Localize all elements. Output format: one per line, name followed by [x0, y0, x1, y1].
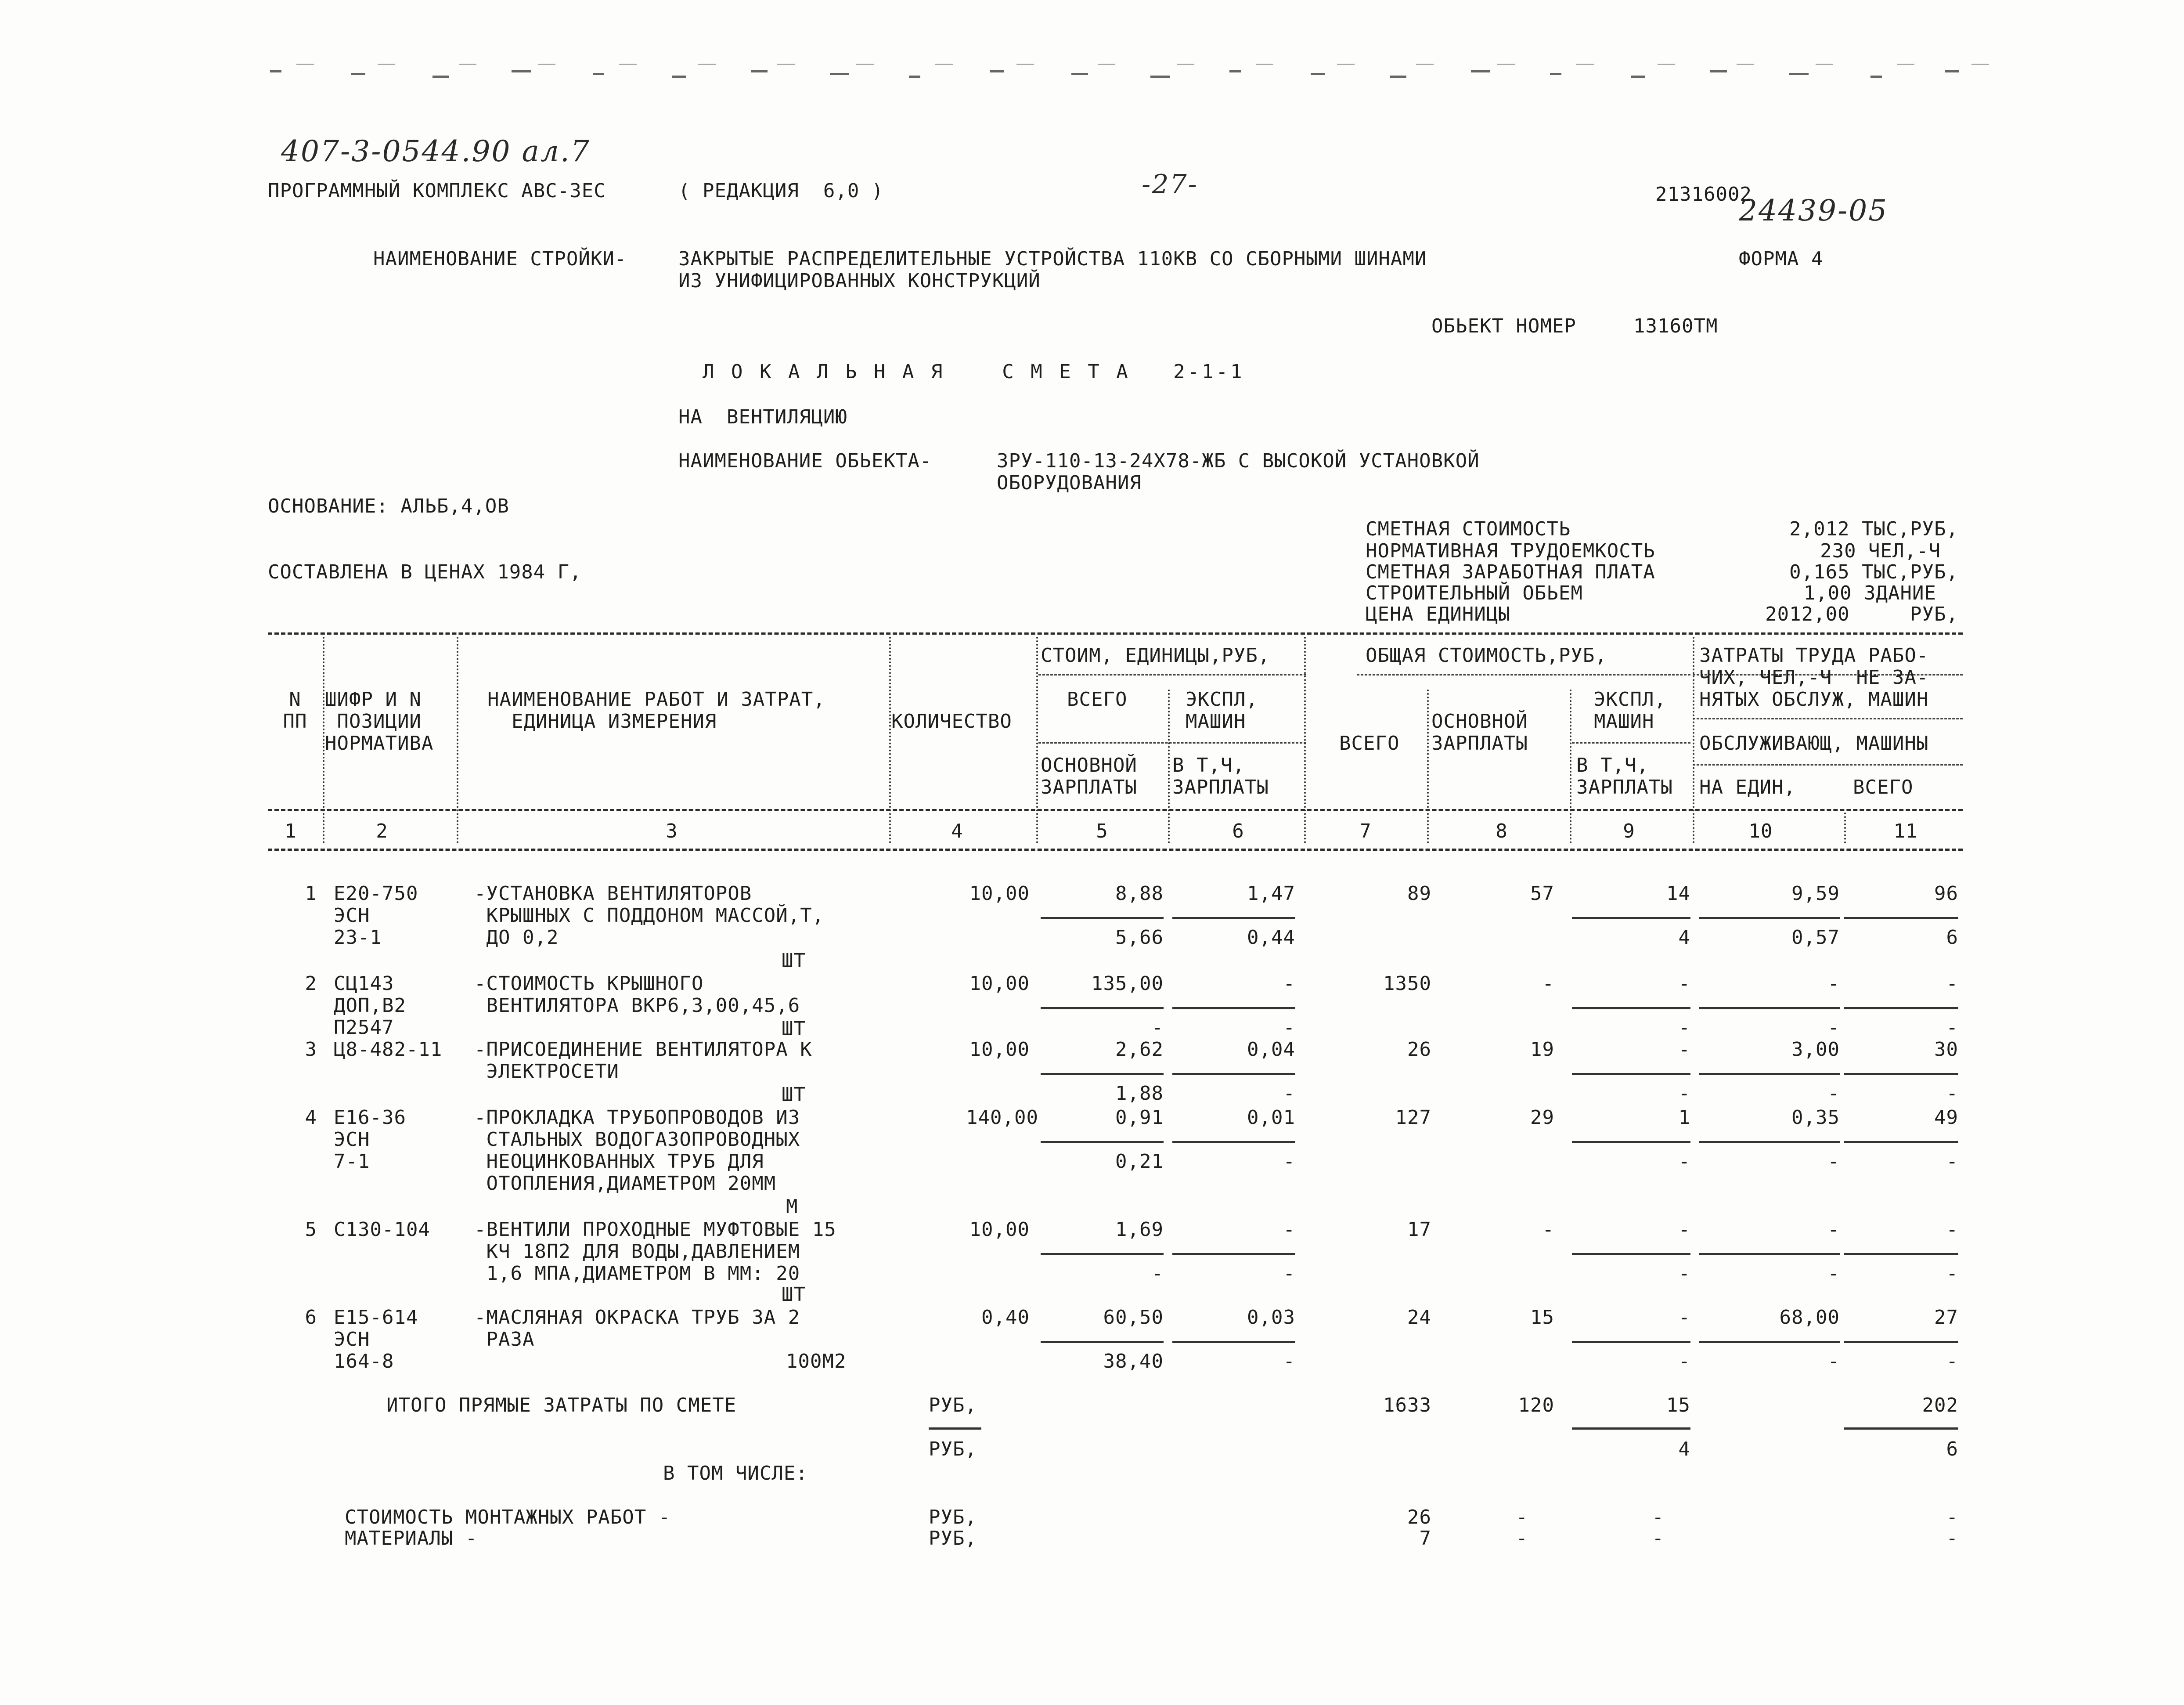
- row-total-all: 17: [1407, 1218, 1431, 1241]
- cell-divider: [1172, 1007, 1295, 1009]
- row-unit-wages: -: [1151, 1016, 1164, 1039]
- col-header-total-all: ВСЕГО: [1339, 732, 1400, 755]
- cell-divider: [1699, 1073, 1840, 1075]
- row-name: -ПРОКЛАДКА ТРУБОПРОВОДОВ ИЗ СТАЛЬНЫХ ВОДОГАЗОПРОВОДНЫХ НЕОЦИНКОВАННЫХ ТРУБ ДЛЯ ОТОПЛЕНИЯ,ДИАМЕТРОМ 20ММ: [474, 1106, 800, 1195]
- row-quantity: 140,00: [966, 1106, 1038, 1129]
- col-header-labor-total: ВСЕГО: [1853, 776, 1914, 798]
- row-number: 2: [305, 972, 317, 995]
- direct-total-wages: 120: [1518, 1394, 1554, 1416]
- row-total-machine-wages: -: [1678, 1262, 1690, 1285]
- col-number: 4: [951, 820, 963, 842]
- row-unit-machines: 0,01: [1247, 1106, 1295, 1129]
- cell-divider: [1844, 917, 1958, 919]
- currency: РУБ,: [929, 1438, 977, 1460]
- materials-labor: -: [1946, 1527, 1958, 1550]
- row-total-machines: 1: [1678, 1106, 1690, 1129]
- col-header-total-cost: ОБЩАЯ СТОИМОСТЬ,РУБ,: [1366, 644, 1607, 667]
- row-unit-machines: -: [1283, 972, 1295, 995]
- row-labor-total-machines: -: [1946, 1016, 1958, 1039]
- row-code: Ц8-482-11: [334, 1038, 443, 1061]
- direct-total-labor-machines: 6: [1946, 1438, 1958, 1460]
- materials-machines: -: [1652, 1527, 1664, 1550]
- installation-total: 26: [1407, 1506, 1431, 1528]
- row-unit-wages: 38,40: [1103, 1350, 1164, 1373]
- row-name: -ПРИСОЕДИНЕНИЕ ВЕНТИЛЯТОРА К ЭЛЕКТРОСЕТИ: [474, 1038, 812, 1083]
- cell-divider: [1844, 1253, 1958, 1255]
- cell-divider: [1699, 1253, 1840, 1255]
- row-total-wages: -: [1542, 1218, 1554, 1241]
- row-unit-machine-wages: -: [1283, 1082, 1295, 1105]
- row-labor-unit-machines: -: [1827, 1082, 1840, 1105]
- col-header-labor-machines: ОБСЛУЖИВАЮЩ, МАШИНЫ: [1699, 732, 1929, 755]
- cell-divider: [1572, 917, 1690, 919]
- col-header-labor: ЗАТРАТЫ ТРУДА РАБО- ЧИХ, ЧЕЛ,-Ч НЕ ЗА- НЯТЫХ ОБСЛУЖ, МАШИН: [1699, 644, 1929, 711]
- row-name: -МАСЛЯНАЯ ОКРАСКА ТРУБ ЗА 2 РАЗА: [474, 1306, 800, 1351]
- row-labor-unit-machines: 0,57: [1791, 926, 1840, 949]
- row-unit: М: [786, 1196, 798, 1218]
- col-header-quantity: КОЛИЧЕСТВО: [891, 710, 1012, 733]
- row-total-wages: 19: [1530, 1038, 1554, 1061]
- row-name: -СТОИМОСТЬ КРЫШНОГО ВЕНТИЛЯТОРА ВКР6,3,00,45,6: [474, 972, 800, 1017]
- edition: ( РЕДАКЦИЯ 6,0 ): [678, 180, 884, 202]
- row-number: 3: [305, 1038, 317, 1061]
- row-total-machine-wages: -: [1678, 1150, 1690, 1173]
- object-name-line1: ЗРУ-110-13-24Х78-ЖБ С ВЫСОКОЙ УСТАНОВКОЙ: [997, 450, 1480, 472]
- form-number: ФОРМА 4: [1739, 248, 1824, 270]
- row-name: -УСТАНОВКА ВЕНТИЛЯТОРОВ КРЫШНЫХ С ПОДДОНОМ МАССОЙ,Т, ДО 0,2: [474, 882, 825, 949]
- cell-divider: [1699, 1341, 1840, 1343]
- direct-total-labor: 202: [1922, 1394, 1958, 1416]
- col-header-labor-unit: НА ЕДИН,: [1699, 776, 1796, 798]
- row-unit-machine-wages: -: [1283, 1016, 1295, 1039]
- direct-costs-label: ИТОГО ПРЯМЫЕ ЗАТРАТЫ ПО СМЕТЕ: [386, 1394, 737, 1416]
- row-total-machine-wages: -: [1678, 1082, 1690, 1105]
- col-header-name: НАИМЕНОВАНИЕ РАБОТ И ЗАТРАТ, ЕДИНИЦА ИЗМЕРЕНИЯ: [487, 688, 825, 733]
- object-number-value: 13160ТМ: [1633, 315, 1718, 337]
- basis: ОСНОВАНИЕ: АЛЬБ,4,ОВ: [268, 495, 509, 517]
- row-total-machine-wages: -: [1678, 1016, 1690, 1039]
- col-header-unit-total: ВСЕГО: [1067, 688, 1128, 711]
- row-unit: 100М2: [786, 1350, 847, 1373]
- row-labor-total-machines: -: [1946, 1082, 1958, 1105]
- installation-machines: -: [1652, 1506, 1664, 1528]
- installation-wages: -: [1516, 1506, 1528, 1528]
- table-number-rule: [268, 849, 1963, 851]
- row-code: СЦ143 ДОП,В2 П2547: [334, 972, 406, 1039]
- row-labor-unit-machines: -: [1827, 1150, 1840, 1173]
- cell-divider: [1172, 1141, 1295, 1143]
- summary-label: СМЕТНАЯ СТОИМОСТЬ: [1366, 518, 1571, 540]
- construction-label: НАИМЕНОВАНИЕ СТРОЙКИ-: [373, 248, 627, 270]
- summary-value: 2,012 ТЫС,РУБ,: [1789, 518, 1958, 540]
- row-total-all: 26: [1407, 1038, 1431, 1061]
- handwritten-doc-ref: 407-3-0544.90 ал.7: [281, 134, 591, 168]
- col-header-number: N ПП: [283, 688, 307, 733]
- row-labor-total-machines: -: [1946, 1262, 1958, 1285]
- col-number: 9: [1623, 820, 1635, 842]
- row-labor-total: 49: [1934, 1106, 1958, 1129]
- row-unit-machines: 0,03: [1247, 1306, 1295, 1329]
- col-number: 10: [1748, 820, 1773, 842]
- row-code: Е16-36 ЭСН 7-1: [334, 1106, 406, 1173]
- col-header-total-machine-wages: В Т,Ч, ЗАРПЛАТЫ: [1576, 754, 1673, 798]
- summary-value: 0,165 ТЫС,РУБ,: [1789, 561, 1958, 583]
- row-total-wages: 15: [1530, 1306, 1554, 1329]
- col-header-total-wages: ОСНОВНОЙ ЗАРПЛАТЫ: [1431, 710, 1528, 755]
- cell-divider: [1844, 1341, 1958, 1343]
- direct-total-machines: 15: [1666, 1394, 1690, 1416]
- object-number-label: ОБЬЕКТ НОМЕР: [1431, 315, 1576, 337]
- cell-divider: [1572, 1341, 1690, 1343]
- col-number: 8: [1496, 820, 1508, 842]
- row-unit: ШТ: [782, 1283, 806, 1306]
- row-total-wages: 57: [1530, 882, 1554, 905]
- col-header-unit-machine-wages: В Т,Ч, ЗАРПЛАТЫ: [1172, 754, 1269, 798]
- row-quantity: 10,00: [969, 972, 1030, 995]
- row-number: 6: [305, 1306, 317, 1329]
- cell-divider: [1172, 1073, 1295, 1075]
- object-name-label: НАИМЕНОВАНИЕ ОБЬЕКТА-: [678, 450, 932, 472]
- cell-divider: [1572, 1073, 1690, 1075]
- row-total-all: 1350: [1383, 972, 1431, 995]
- row-unit: ШТ: [782, 950, 806, 972]
- row-unit-wages: 1,88: [1115, 1082, 1164, 1105]
- row-labor-total: -: [1946, 1218, 1958, 1241]
- cell-divider: [1572, 1253, 1690, 1255]
- col-number: 7: [1359, 820, 1372, 842]
- cell-divider: [1041, 917, 1164, 919]
- row-labor-unit: -: [1827, 972, 1840, 995]
- cell-divider: [1172, 1341, 1295, 1343]
- row-labor-unit-machines: -: [1827, 1262, 1840, 1285]
- col-header-unit-wages: ОСНОВНОЙ ЗАРПЛАТЫ: [1041, 754, 1137, 798]
- row-labor-unit: 9,59: [1791, 882, 1840, 905]
- cell-divider: [1172, 917, 1295, 919]
- cell-divider: [1699, 1141, 1840, 1143]
- row-unit-wages: -: [1151, 1262, 1164, 1285]
- handwritten-page-number: -27-: [1142, 169, 1198, 200]
- row-unit: ШТ: [782, 1018, 806, 1040]
- cell-divider: [1041, 1341, 1164, 1343]
- row-total-wages: 29: [1530, 1106, 1554, 1129]
- program-name: ПРОГРАММНЫЙ КОМПЛЕКС АВС-3ЕС: [268, 180, 606, 202]
- currency: РУБ,: [929, 1527, 977, 1550]
- including-label: В ТОМ ЧИСЛЕ:: [663, 1462, 808, 1485]
- direct-total-machine-wages: 4: [1678, 1438, 1690, 1460]
- row-quantity: 10,00: [969, 882, 1030, 905]
- row-code: Е15-614 ЭСН 164-8: [334, 1306, 418, 1373]
- row-labor-total-machines: -: [1946, 1350, 1958, 1373]
- table-top-rule: [268, 632, 1963, 635]
- row-total-wages: -: [1542, 972, 1554, 995]
- row-total-machine-wages: 4: [1678, 926, 1690, 949]
- cell-divider: [1699, 917, 1840, 919]
- row-quantity: 0,40: [981, 1306, 1030, 1329]
- col-number: 6: [1232, 820, 1244, 842]
- row-labor-total-machines: 6: [1946, 926, 1958, 949]
- row-total-machines: 14: [1666, 882, 1690, 905]
- row-unit-wages: 5,66: [1115, 926, 1164, 949]
- row-labor-unit-machines: -: [1827, 1350, 1840, 1373]
- row-labor-unit: 3,00: [1791, 1038, 1840, 1061]
- col-number: 2: [376, 820, 388, 842]
- cell-divider: [1041, 1007, 1164, 1009]
- row-total-all: 127: [1395, 1106, 1431, 1129]
- estimate-subject: НА ВЕНТИЛЯЦИЮ: [678, 406, 847, 428]
- col-number: 5: [1096, 820, 1108, 842]
- summary-label: СТРОИТЕЛЬНЫЙ ОБЬЕМ: [1366, 582, 1583, 604]
- col-header-unit-machines: ЭКСПЛ, МАШИН: [1186, 688, 1258, 733]
- row-unit-machines: 0,04: [1247, 1038, 1295, 1061]
- cell-divider: [1699, 1007, 1840, 1009]
- row-total-all: 89: [1407, 882, 1431, 905]
- row-unit-machines: 1,47: [1247, 882, 1295, 905]
- handwritten-code: 24439-05: [1739, 194, 1888, 228]
- summary-value: 2012,00 РУБ,: [1765, 603, 1958, 625]
- row-unit-machine-wages: -: [1283, 1150, 1295, 1173]
- construction-line2: ИЗ УНИФИЦИРОВАННЫХ КОНСТРУКЦИЙ: [678, 270, 1041, 292]
- cell-divider: [1172, 1253, 1295, 1255]
- row-unit-machine-wages: 0,44: [1247, 926, 1295, 949]
- col-number: 1: [285, 820, 297, 842]
- row-labor-total: -: [1946, 972, 1958, 995]
- materials-total: 7: [1419, 1527, 1431, 1550]
- row-unit-total: 0,91: [1115, 1106, 1164, 1129]
- cell-divider: [1041, 1073, 1164, 1075]
- row-total-machines: -: [1678, 1218, 1690, 1241]
- construction-line1: ЗАКРЫТЫЕ РАСПРЕДЕЛИТЕЛЬНЫЕ УСТРОЙСТВА 110КВ СО СБОРНЫМИ ШИНАМИ: [678, 248, 1427, 270]
- row-total-machines: -: [1678, 1038, 1690, 1061]
- row-quantity: 10,00: [969, 1038, 1030, 1061]
- row-total-machines: -: [1678, 1306, 1690, 1329]
- materials-wages: -: [1516, 1527, 1528, 1550]
- row-total-all: 24: [1407, 1306, 1431, 1329]
- row-labor-unit: -: [1827, 1218, 1840, 1241]
- row-unit-machines: -: [1283, 1218, 1295, 1241]
- row-labor-unit: 0,35: [1791, 1106, 1840, 1129]
- col-header-code: ШИФР И N ПОЗИЦИИ НОРМАТИВА: [325, 688, 434, 755]
- row-quantity: 10,00: [969, 1218, 1030, 1241]
- object-name-line2: ОБОРУДОВАНИЯ: [997, 472, 1142, 494]
- row-number: 1: [305, 882, 317, 905]
- row-number: 5: [305, 1218, 317, 1241]
- summary-label: СМЕТНАЯ ЗАРАБОТНАЯ ПЛАТА: [1366, 561, 1655, 583]
- row-total-machine-wages: -: [1678, 1350, 1690, 1373]
- col-header-total-machines: ЭКСПЛ, МАШИН: [1594, 688, 1666, 733]
- row-unit-total: 60,50: [1103, 1306, 1164, 1329]
- row-unit-machine-wages: -: [1283, 1262, 1295, 1285]
- currency: РУБ,: [929, 1394, 977, 1416]
- col-header-unit-cost: СТОИМ, ЕДИНИЦЫ,РУБ,: [1041, 644, 1270, 667]
- cell-divider: [1041, 1253, 1164, 1255]
- row-unit-total: 8,88: [1115, 882, 1164, 905]
- installation-labor: -: [1946, 1506, 1958, 1528]
- estimate-title: Л О К А Л Ь Н А Я С М Е Т А 2-1-1: [703, 361, 1245, 383]
- document-number: 21316002: [1655, 183, 1752, 206]
- row-unit-total: 135,00: [1091, 972, 1164, 995]
- summary-label: НОРМАТИВНАЯ ТРУДОЕМКОСТЬ: [1366, 540, 1655, 562]
- row-labor-unit-machines: -: [1827, 1016, 1840, 1039]
- table-header-rule: [268, 809, 1963, 811]
- row-labor-total: 96: [1934, 882, 1958, 905]
- cell-divider: [1572, 1141, 1690, 1143]
- row-code: С130-104: [334, 1218, 430, 1241]
- row-labor-total-machines: -: [1946, 1150, 1958, 1173]
- row-name: -ВЕНТИЛИ ПРОХОДНЫЕ МУФТОВЫЕ 15 КЧ 18П2 ДЛЯ ВОДЫ,ДАВЛЕНИЕМ 1,6 МПА,ДИАМЕТРОМ В ММ: 20: [474, 1218, 836, 1285]
- row-unit-wages: 0,21: [1115, 1150, 1164, 1173]
- cell-divider: [1041, 1141, 1164, 1143]
- row-unit-total: 2,62: [1115, 1038, 1164, 1061]
- col-number: 3: [666, 820, 678, 842]
- col-number: 11: [1893, 820, 1918, 842]
- row-total-machines: -: [1678, 972, 1690, 995]
- summary-value: 230 ЧЕЛ,-Ч: [1820, 540, 1941, 562]
- currency: РУБ,: [929, 1506, 977, 1528]
- row-code: Е20-750 ЭСН 23-1: [334, 882, 418, 949]
- row-number: 4: [305, 1106, 317, 1129]
- price-base: СОСТАВЛЕНА В ЦЕНАХ 1984 Г,: [268, 561, 582, 583]
- row-unit: ШТ: [782, 1084, 806, 1106]
- cell-divider: [1844, 1141, 1958, 1143]
- summary-label: ЦЕНА ЕДИНИЦЫ: [1366, 603, 1510, 625]
- summary-value: 1,00 ЗДАНИЕ: [1803, 582, 1936, 604]
- row-labor-total: 30: [1934, 1038, 1958, 1061]
- row-labor-total: 27: [1934, 1306, 1958, 1329]
- installation-label: СТОИМОСТЬ МОНТАЖНЫХ РАБОТ -: [345, 1506, 671, 1528]
- row-unit-machine-wages: -: [1283, 1350, 1295, 1373]
- cell-divider: [1844, 1073, 1958, 1075]
- materials-label: МАТЕРИАЛЫ -: [345, 1527, 478, 1550]
- row-labor-unit: 68,00: [1779, 1306, 1840, 1329]
- row-unit-total: 1,69: [1115, 1218, 1164, 1241]
- cell-divider: [1844, 1007, 1958, 1009]
- direct-total-all: 1633: [1383, 1394, 1431, 1416]
- cell-divider: [1572, 1007, 1690, 1009]
